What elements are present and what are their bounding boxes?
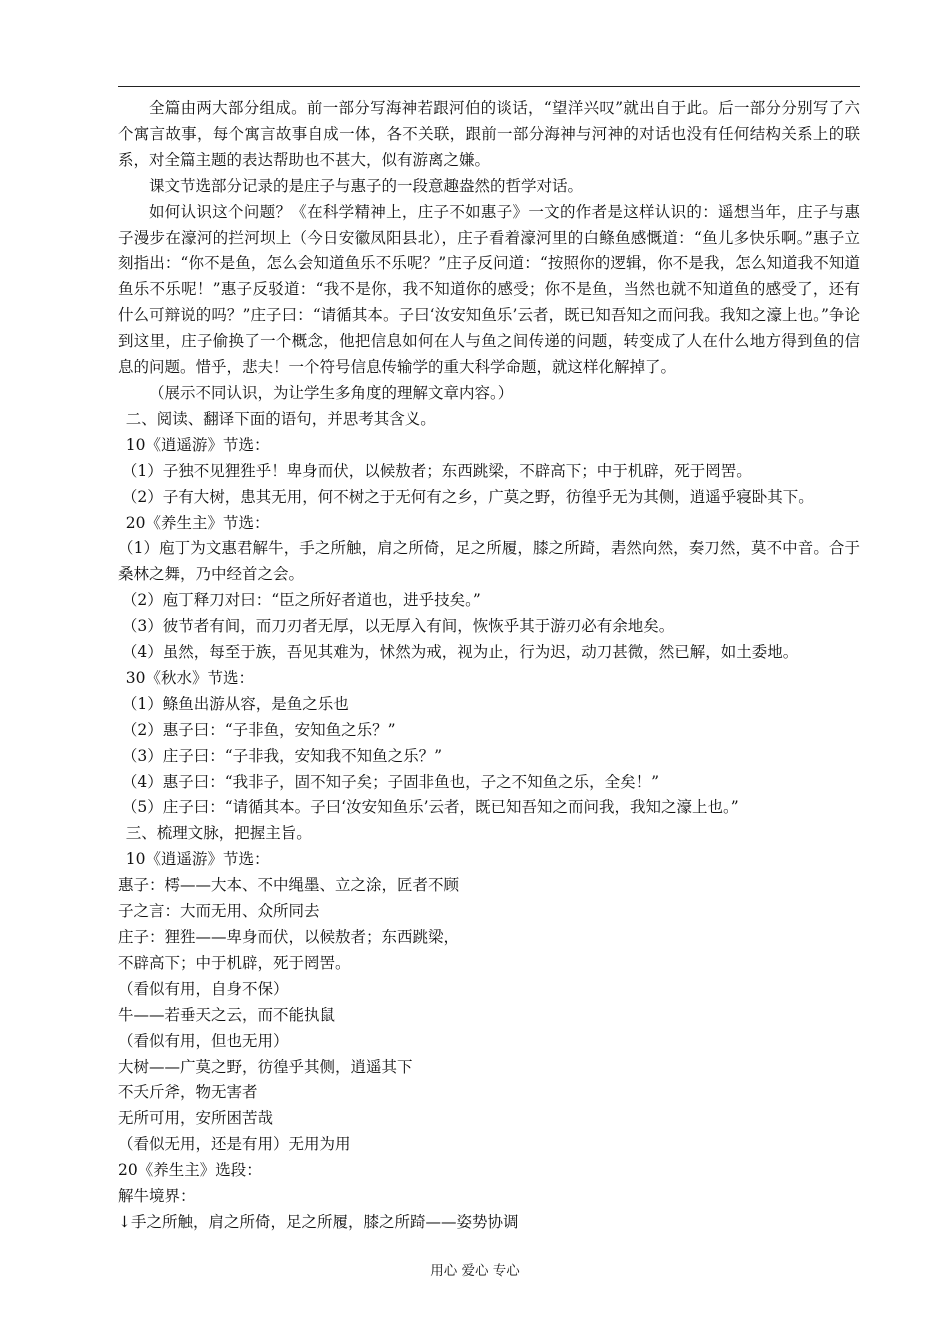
outline-line: （看似无用，还是有用）无用为用 (118, 1135, 351, 1154)
section-heading-outline: 三、梳理文脉，把握主旨。 (125, 824, 312, 843)
paragraph-debate: 如何认识这个问题？《在科学精神上，庄子不如惠子》一文的作者是这样认识的：遥想当年，庄子与惠子漫步在濠河的拦河坝上（今日安徽凤阳县北），庄子看着濠河里的白鲦鱼感慨道：“鱼儿多快乐啊。”惠子立刻指出：“你不是鱼，怎么会知道鱼乐不乐呢？”庄子反问道：“按照你的逻辑，你不是我，怎么知道我不知道鱼乐不乐呢！”惠子反驳道：“我不是你，我不知道你的感受；你不是鱼，当然也就不知道鱼的感受了，还有什么可辩说的吗？”庄子曰：“请循其本。子曰‘汝安知鱼乐’云者，既已知吾知之而问我。我知之濠上也。”争论到这里，庄子偷换了一个概念，他把信息如何在人与鱼之间传递的问题，转变成了人在什么地方得到鱼的信息的问题。惜乎，悲夫！一个符号信息传输学的重大科学命题，就这样化解掉了。 (118, 202, 860, 377)
list-item: （3）彼节者有间，而刀刃者无厚，以无厚入有间，恢恢乎其于游刃必有余地矣。 (121, 617, 675, 636)
outline-line: ↓手之所触，肩之所倚，足之所履，膝之所踦——姿势协调 (118, 1212, 519, 1231)
list-item: （2）惠子曰：“子非鱼，安知鱼之乐？” (121, 720, 396, 739)
list-item: （4）惠子曰：“我非子，固不知子矣；子固非鱼也，子之不知鱼之乐，全矣！” (121, 772, 660, 791)
outline-line: 子之言：大而无用、众所同去 (118, 902, 320, 921)
subheading-qiushui: 30《秋水》节选： (125, 668, 254, 687)
section-heading-translate: 二、阅读、翻译下面的语句，并思考其含义。 (125, 409, 436, 428)
header-rule (118, 86, 860, 87)
subheading-xiaoyaoyou: 10《逍遥游》节选： (125, 435, 270, 454)
outline-line: （看似有用，但也无用） (118, 1031, 289, 1050)
subheading-yangshengzhu-outline: 20《养生主》选段： (118, 1161, 262, 1180)
document-body (118, 96, 860, 1236)
list-item: （3）庄子曰：“子非我，安知我不知鱼之乐？” (121, 746, 443, 765)
paragraph-excerpt-note: 课文节选部分记录的是庄子与惠子的一段意趣盎然的哲学对话。 (149, 176, 584, 195)
list-item: （2）庖丁释刀对曰：“臣之所好者道也，进乎技矣。” (121, 591, 481, 610)
outline-line: 不辟高下；中于机辟，死于罔罟。 (118, 953, 351, 972)
list-item: （4）虽然，每至于族，吾见其难为，怵然为戒，视为止，行为迟，动刀甚微，然已解，如土委地。 (121, 643, 799, 662)
outline-line: 不夭斤斧，物无害者 (118, 1083, 258, 1102)
subheading-yangshengzhu: 20《养生主》节选： (125, 513, 270, 532)
outline-line: 庄子：狸狌——卑身而伏，以候敖者；东西跳梁， (118, 928, 460, 946)
list-item: （1）子独不见狸狌乎！卑身而伏，以候敖者；东西跳梁，不辟高下；中于机辟，死于罔罟。 (121, 461, 752, 480)
outline-line: 惠子：樗——大本、不中绳墨、立之涂，匠者不顾 (118, 876, 460, 895)
outline-line: 无所可用，安所困苦哉 (118, 1109, 274, 1128)
outline-line: 大树——广莫之野，彷徨乎其侧，逍遥其下 (118, 1057, 413, 1076)
outline-line: （看似有用，自身不保） (118, 979, 289, 998)
list-item: （5）庄子曰：“请循其本。子曰‘汝安知鱼乐’云者，既已知吾知之而问我，我知之濠上也。” (121, 798, 739, 817)
paragraph-structure: 全篇由两大部分组成。前一部分写海神若跟河伯的谈话，“望洋兴叹”就出自于此。后一部分分别写了六个寓言故事，每个寓言故事自成一体，各不关联，跟前一部分海神与河神的对话也没有任何结构关系上的联系，对全篇主题的表达帮助也不甚大，似有游离之嫌。 (118, 99, 860, 169)
outline-line: 解牛境界： (118, 1187, 196, 1206)
paragraph-note: （展示不同认识，为让学生多角度的理解文章内容。） (149, 383, 514, 402)
list-item: （1）庖丁为文惠君解牛，手之所触，肩之所倚，足之所履，膝之所踦，砉然向然，奏刀然，莫不中音。合于桑林之舞，乃中经首之会。 (118, 539, 860, 584)
outline-line: 牛——若垂天之云，而不能执鼠 (118, 1005, 336, 1024)
subheading-xiaoyaoyou-outline: 10《逍遥游》节选： (125, 850, 270, 869)
list-item: （1）鲦鱼出游从容，是鱼之乐也 (121, 694, 349, 713)
list-item: （2）子有大树，患其无用，何不树之于无何有之乡，广莫之野，彷徨乎无为其侧，逍遥乎寝卧其下。 (121, 487, 814, 506)
page-footer: 用心 爱心 专心 (430, 1263, 520, 1279)
